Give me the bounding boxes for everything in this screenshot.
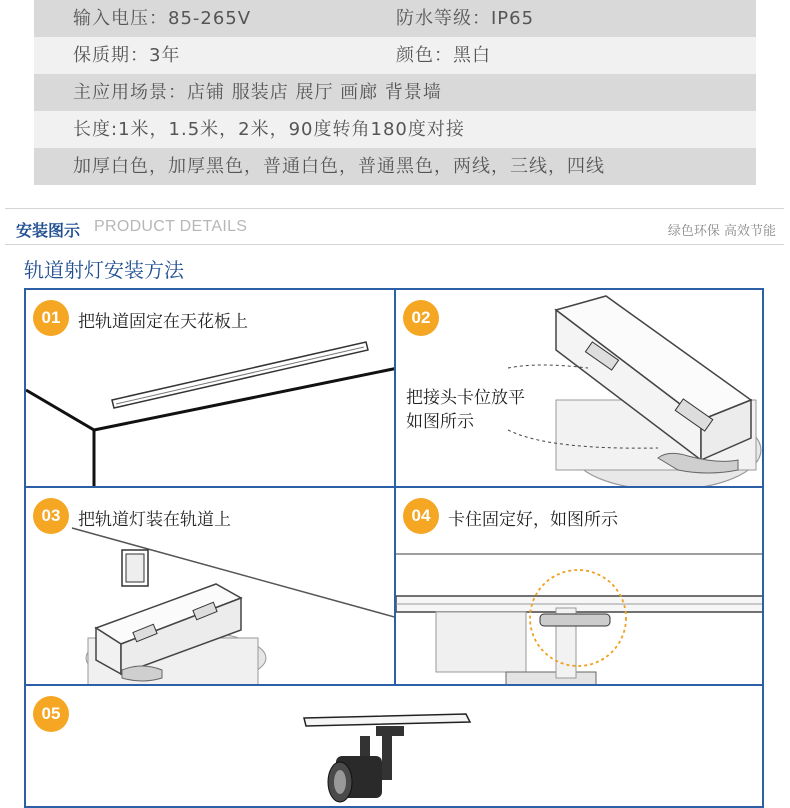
step-badge: 03 <box>33 498 69 534</box>
spec-cell: 加厚白色，加厚黑色，普通白色，普通黑色，两线，三线，四线 <box>73 156 605 177</box>
step-text: 卡住固定好，如图所示 <box>448 510 618 530</box>
step-badge: 05 <box>33 696 69 732</box>
spec-cell: 主应用场景：店铺 服装店 展厅 画廊 背景墙 <box>73 82 442 103</box>
spec-cell: 保质期：3年 <box>73 45 181 66</box>
step-text: 把轨道固定在天花板上 <box>78 312 248 332</box>
step-badge: 01 <box>33 300 69 336</box>
step-03-panel <box>24 486 396 686</box>
section-tagline: 绿色环保 高效节能 <box>667 224 776 239</box>
install-subtitle: 轨道射灯安装方法 <box>24 258 184 282</box>
step-04-panel <box>394 486 764 686</box>
spotlight-illustration <box>26 686 764 808</box>
spec-cell: 输入电压：85-265V <box>73 8 252 29</box>
step-badge: 02 <box>403 300 439 336</box>
step-02-panel <box>394 288 764 488</box>
step-01-panel <box>24 288 396 488</box>
spec-row <box>34 111 756 148</box>
spec-row <box>34 37 756 74</box>
section-title-en: PRODUCT DETAILS <box>94 218 248 235</box>
step-note-line2: 如图所示 <box>406 412 474 432</box>
spec-row <box>34 74 756 111</box>
step-05-panel <box>24 684 764 808</box>
spec-cell: 颜色：黑白 <box>396 45 491 66</box>
install-steps-grid <box>24 288 764 808</box>
spec-row <box>34 0 756 37</box>
spec-table <box>34 0 756 185</box>
spec-cell: 长度:1米，1.5米，2米，90度转角180度对接 <box>73 119 465 140</box>
section-header <box>5 208 784 245</box>
step-text: 把轨道灯装在轨道上 <box>78 510 231 530</box>
section-title: 安装图示 <box>16 221 81 240</box>
step-badge: 04 <box>403 498 439 534</box>
spec-cell: 防水等级：IP65 <box>396 8 535 29</box>
spec-row <box>34 148 756 185</box>
step-note-line1: 把接头卡位放平 <box>406 388 525 408</box>
